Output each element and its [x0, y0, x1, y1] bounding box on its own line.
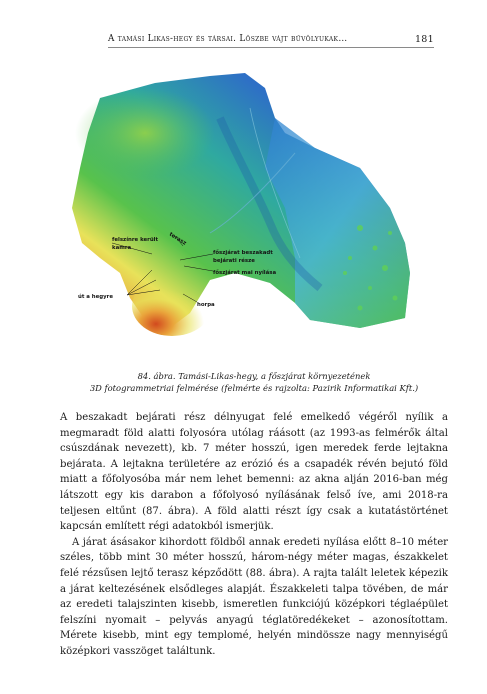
elevation-map-svg	[60, 58, 420, 348]
paragraph-1: A beszakadt bejárati rész délnyugat felé emelkedő végéről nyílik a megmaradt föld alatti folyosóra utólag ráásott (az 1993-as felmérők által csúszdának nevezett), kb. 7 méter hosszú, igen meredek ferde lejtakna bejárata. A lejtakna területére az erózió és a csapadék révén bejutó föld miatt a főfolyosóba már nem lehet bemenni: az akna alján 2016-ban még látszott egy kis darabon a főfolyosó nyílásának felső íve, ami 2018-ra teljesen eltűnt (87. ábra). A föld alatti részt így csak a kutatástörténet kapcsán említett régi adatokból ismerjük.	[60, 412, 448, 533]
label-kamra: kamra	[112, 245, 132, 251]
figure-elevation-map	[60, 58, 420, 348]
paragraph-2: A járat ásásakor kihordott földből annak eredeti nyílása előtt 8–10 méter széles, több mint 30 méter hosszú, három-négy méter magas, északkelet felé rézsűsen lejtő terasz képződött (88. ábra). A rajta talált leletek képezik a járat keltezésének elsődleges alapját. Északkeleti talpa tövében, de már az eredeti talajszinten kisebb, ismeretlen funkciójú középkori téglaépület felszíni nyomait – pelyvás anyagú téglatöredékeket – azonosítottam. Mérete kisebb, mint egy templomé, helyén mindössze nagy mennyiségű középkori vasszöget találtunk.	[60, 536, 448, 657]
caption-line-1: 84. ábra. Tamási-Likas-hegy, a főszjárat környezetének	[137, 371, 371, 381]
label-beszakadt-2: bejárati része	[213, 258, 255, 264]
figure-caption	[60, 370, 448, 394]
label-felszinre: felszínre került	[112, 237, 159, 243]
header-rule	[108, 47, 434, 48]
running-title: A tamási Likas-hegy és társai. Löszbe vájt bűvölyukak…	[108, 34, 348, 44]
terrain-topleft-high	[75, 88, 215, 178]
label-horpa: horpa	[197, 302, 215, 308]
page-number: 181	[414, 34, 434, 45]
label-mai-nyilas: főszjárat mai nyílása	[213, 270, 277, 276]
label-terasz: terasz	[167, 231, 188, 247]
body-text	[60, 410, 448, 660]
label-ut-a-hegyre: út a hegyre	[78, 294, 113, 300]
label-beszakadt-1: főszjárat beszakadt	[213, 250, 273, 256]
caption-line-2: 3D fotogrammetriai felmérése (felmérte és rajzolta: Pazirik Informatikai Kft.)	[89, 383, 419, 393]
